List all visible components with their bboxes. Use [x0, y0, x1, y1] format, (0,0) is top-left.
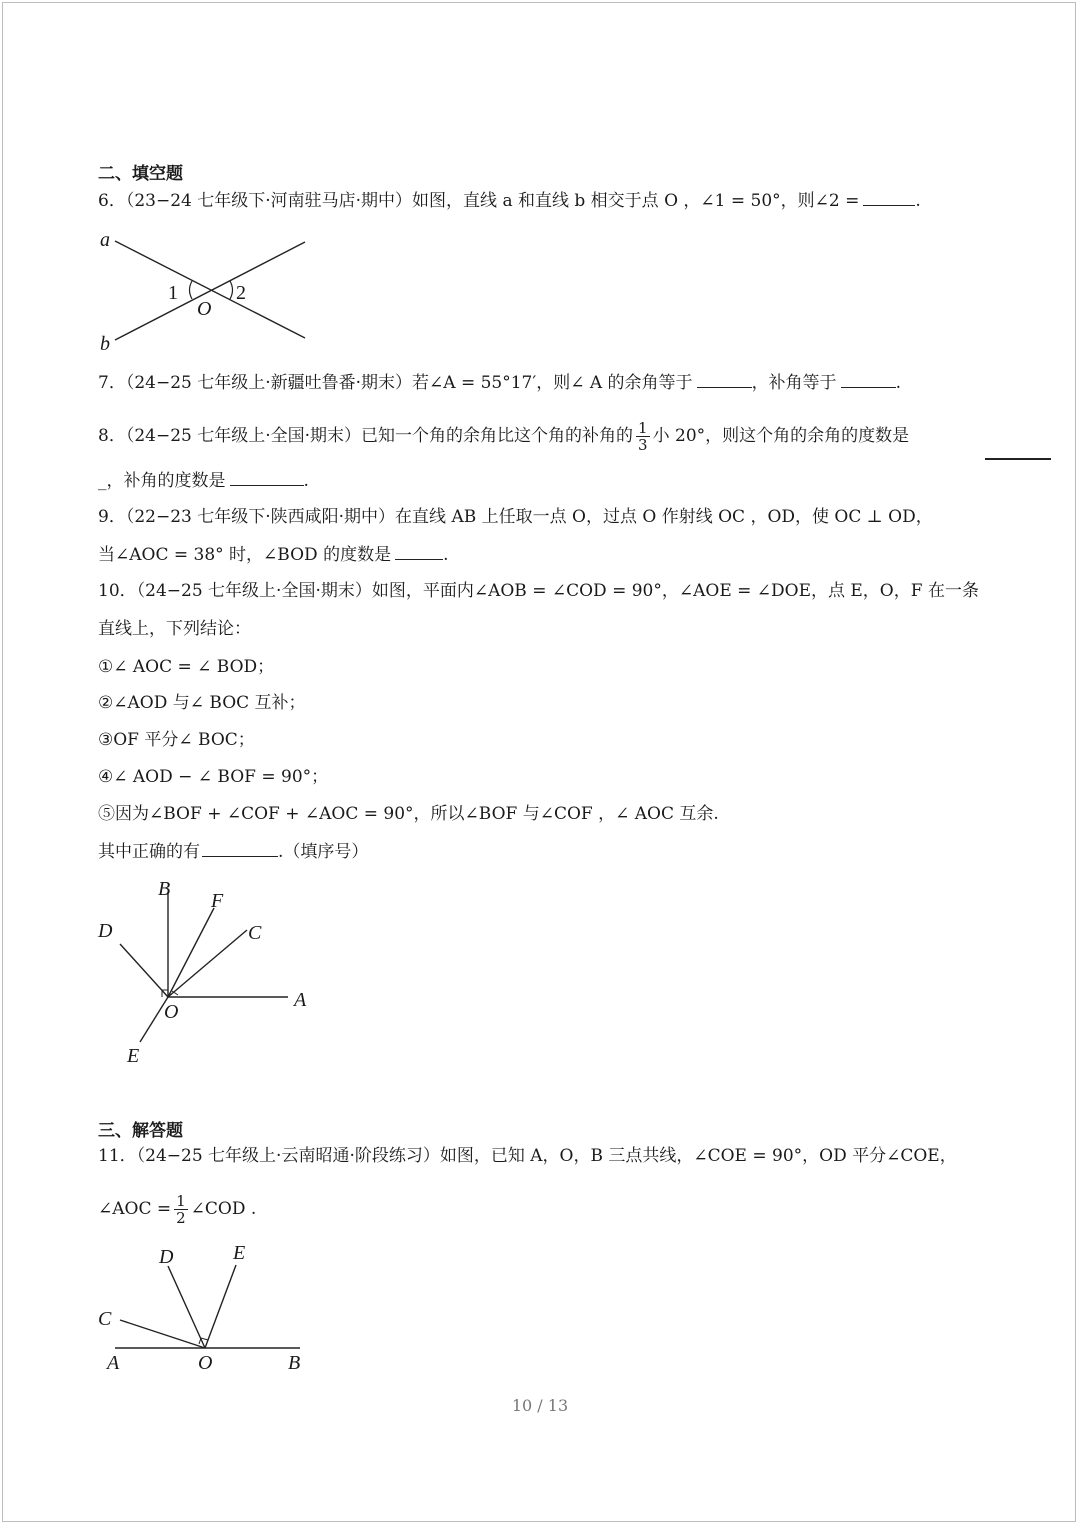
q6-stem: 6．（23−24 七年级下·河南驻马店·期中）如图，直线 a 和直线 b 相交于点 O ，∠1 = 50°，则∠2 = — [98, 191, 860, 211]
q6-label-1: 1 — [168, 282, 178, 304]
q8-frac-den: 3 — [638, 436, 648, 454]
q7-mid: ，补角等于 — [751, 373, 837, 393]
q8-frac-num: 1 — [638, 419, 648, 437]
q10-conclusion-4: ④∠ AOD − ∠ BOF = 90°； — [98, 767, 329, 787]
q10-label-A: A — [294, 989, 307, 1011]
q9-line-2-text: 当∠AOC = 38° 时，∠BOD 的度数是 — [98, 545, 392, 565]
q10-label-F: F — [211, 890, 224, 912]
q10-line-1: 10．（24−25 七年级上·全国·期末）如图，平面内∠AOB = ∠COD = 90°，∠AOE = ∠DOE，点 E，O，F 在一条 — [98, 581, 979, 601]
q11-label-O: O — [198, 1352, 213, 1374]
q10-answer-end: .（填序号） — [278, 842, 369, 862]
q11-label-D: D — [159, 1246, 174, 1268]
q7-blank-1[interactable] — [697, 371, 752, 388]
q9-line-2 — [98, 543, 448, 566]
q10-conclusion-2: ②∠AOD 与∠ BOC 互补； — [98, 693, 306, 713]
q6-figure — [95, 228, 325, 358]
q8-line-2 — [98, 469, 309, 492]
q7-blank-2[interactable] — [841, 371, 896, 388]
q6-arc-2 — [230, 281, 233, 299]
q10-blank[interactable] — [202, 840, 278, 857]
q10-label-C: C — [248, 922, 262, 944]
q8-stem-2: 小 20°，则这个角的余角的度数是 — [652, 426, 910, 446]
q10-ray-OF — [168, 908, 214, 997]
q11-line-2 — [98, 1193, 256, 1226]
q9-blank[interactable] — [395, 543, 443, 560]
q6-label-O: O — [197, 298, 212, 320]
q8-blank-1[interactable] — [985, 458, 1051, 460]
q6-label-a: a — [100, 229, 110, 251]
q6-label-2: 2 — [236, 282, 246, 304]
q11-label-B: B — [288, 1352, 301, 1374]
q6-blank[interactable] — [863, 189, 915, 206]
q8-line-2-text: _，补角的度数是 — [98, 471, 226, 491]
q10-label-D: D — [98, 920, 113, 942]
q11-line-2a: ∠AOC = — [98, 1199, 172, 1219]
q11-ray-OD — [168, 1266, 205, 1348]
section-3-title: 三、解答题 — [98, 1121, 183, 1141]
q10-answer-line — [98, 840, 368, 863]
q10-conclusion-5: ⑤因为∠BOF + ∠COF + ∠AOC = 90°，所以∠BOF 与∠COF ，∠ AOC 互余. — [98, 804, 719, 824]
q10-label-E: E — [127, 1045, 140, 1067]
q7-end: . — [895, 373, 901, 393]
q6-line-a — [115, 241, 305, 338]
q6-label-b: b — [100, 333, 110, 355]
q7-stem: 7．（24−25 七年级上·新疆吐鲁番·期末）若∠A = 55°17′，则∠ A 的余角等于 — [98, 373, 693, 393]
q10-figure — [90, 872, 330, 1072]
section-2-title: 二、填空题 — [98, 164, 183, 184]
q11-frac-den: 2 — [176, 1209, 186, 1227]
q11-line-1: 11．（24−25 七年级上·云南昭通·阶段练习）如图，已知 A，O，B 三点共线，∠COE = 90°，OD 平分∠COE， — [98, 1146, 957, 1166]
q11-label-E: E — [233, 1242, 246, 1264]
page-number: 10 / 13 — [511, 1396, 569, 1415]
q6-end: . — [915, 191, 921, 211]
q10-line-2: 直线上，下列结论： — [98, 619, 251, 639]
q10-ray-OC — [168, 930, 247, 997]
q10-label-B: B — [158, 878, 171, 900]
q9-line-1: 9．（22−23 七年级下·陕西咸阳·期中）在直线 AB 上任取一点 O，过点 O 作射线 OC ，OD，使 OC ⊥ OD， — [98, 507, 933, 527]
q10-ray-OD — [120, 944, 168, 997]
q8-stem: 8．（24−25 七年级上·全国·期末）已知一个角的余角比这个角的补角的 — [98, 426, 634, 446]
q9-end: . — [443, 545, 449, 565]
q10-answer-label: 其中正确的有 — [98, 842, 200, 862]
q8-fraction — [636, 420, 650, 453]
q8-line-1 — [98, 420, 909, 453]
q11-line-2b: ∠COD . — [190, 1199, 257, 1219]
q11-ray-OE — [205, 1265, 236, 1348]
q11-fraction — [174, 1193, 188, 1226]
q10-conclusion-3: ③OF 平分∠ BOC； — [98, 730, 255, 750]
q6-arc-1 — [190, 281, 193, 299]
q8-blank-2[interactable] — [230, 469, 304, 486]
q11-ray-OC — [120, 1320, 205, 1348]
q11-frac-num: 1 — [176, 1192, 186, 1210]
q7-text — [98, 371, 901, 394]
q10-conclusion-1: ①∠ AOC = ∠ BOD； — [98, 657, 275, 677]
q11-figure — [95, 1238, 325, 1378]
q6-line-b — [115, 242, 305, 340]
q6-text — [98, 189, 921, 212]
q11-label-C: C — [98, 1308, 112, 1330]
q10-label-O: O — [164, 1001, 179, 1023]
q8-end: . — [303, 471, 309, 491]
q11-label-A: A — [107, 1352, 120, 1374]
